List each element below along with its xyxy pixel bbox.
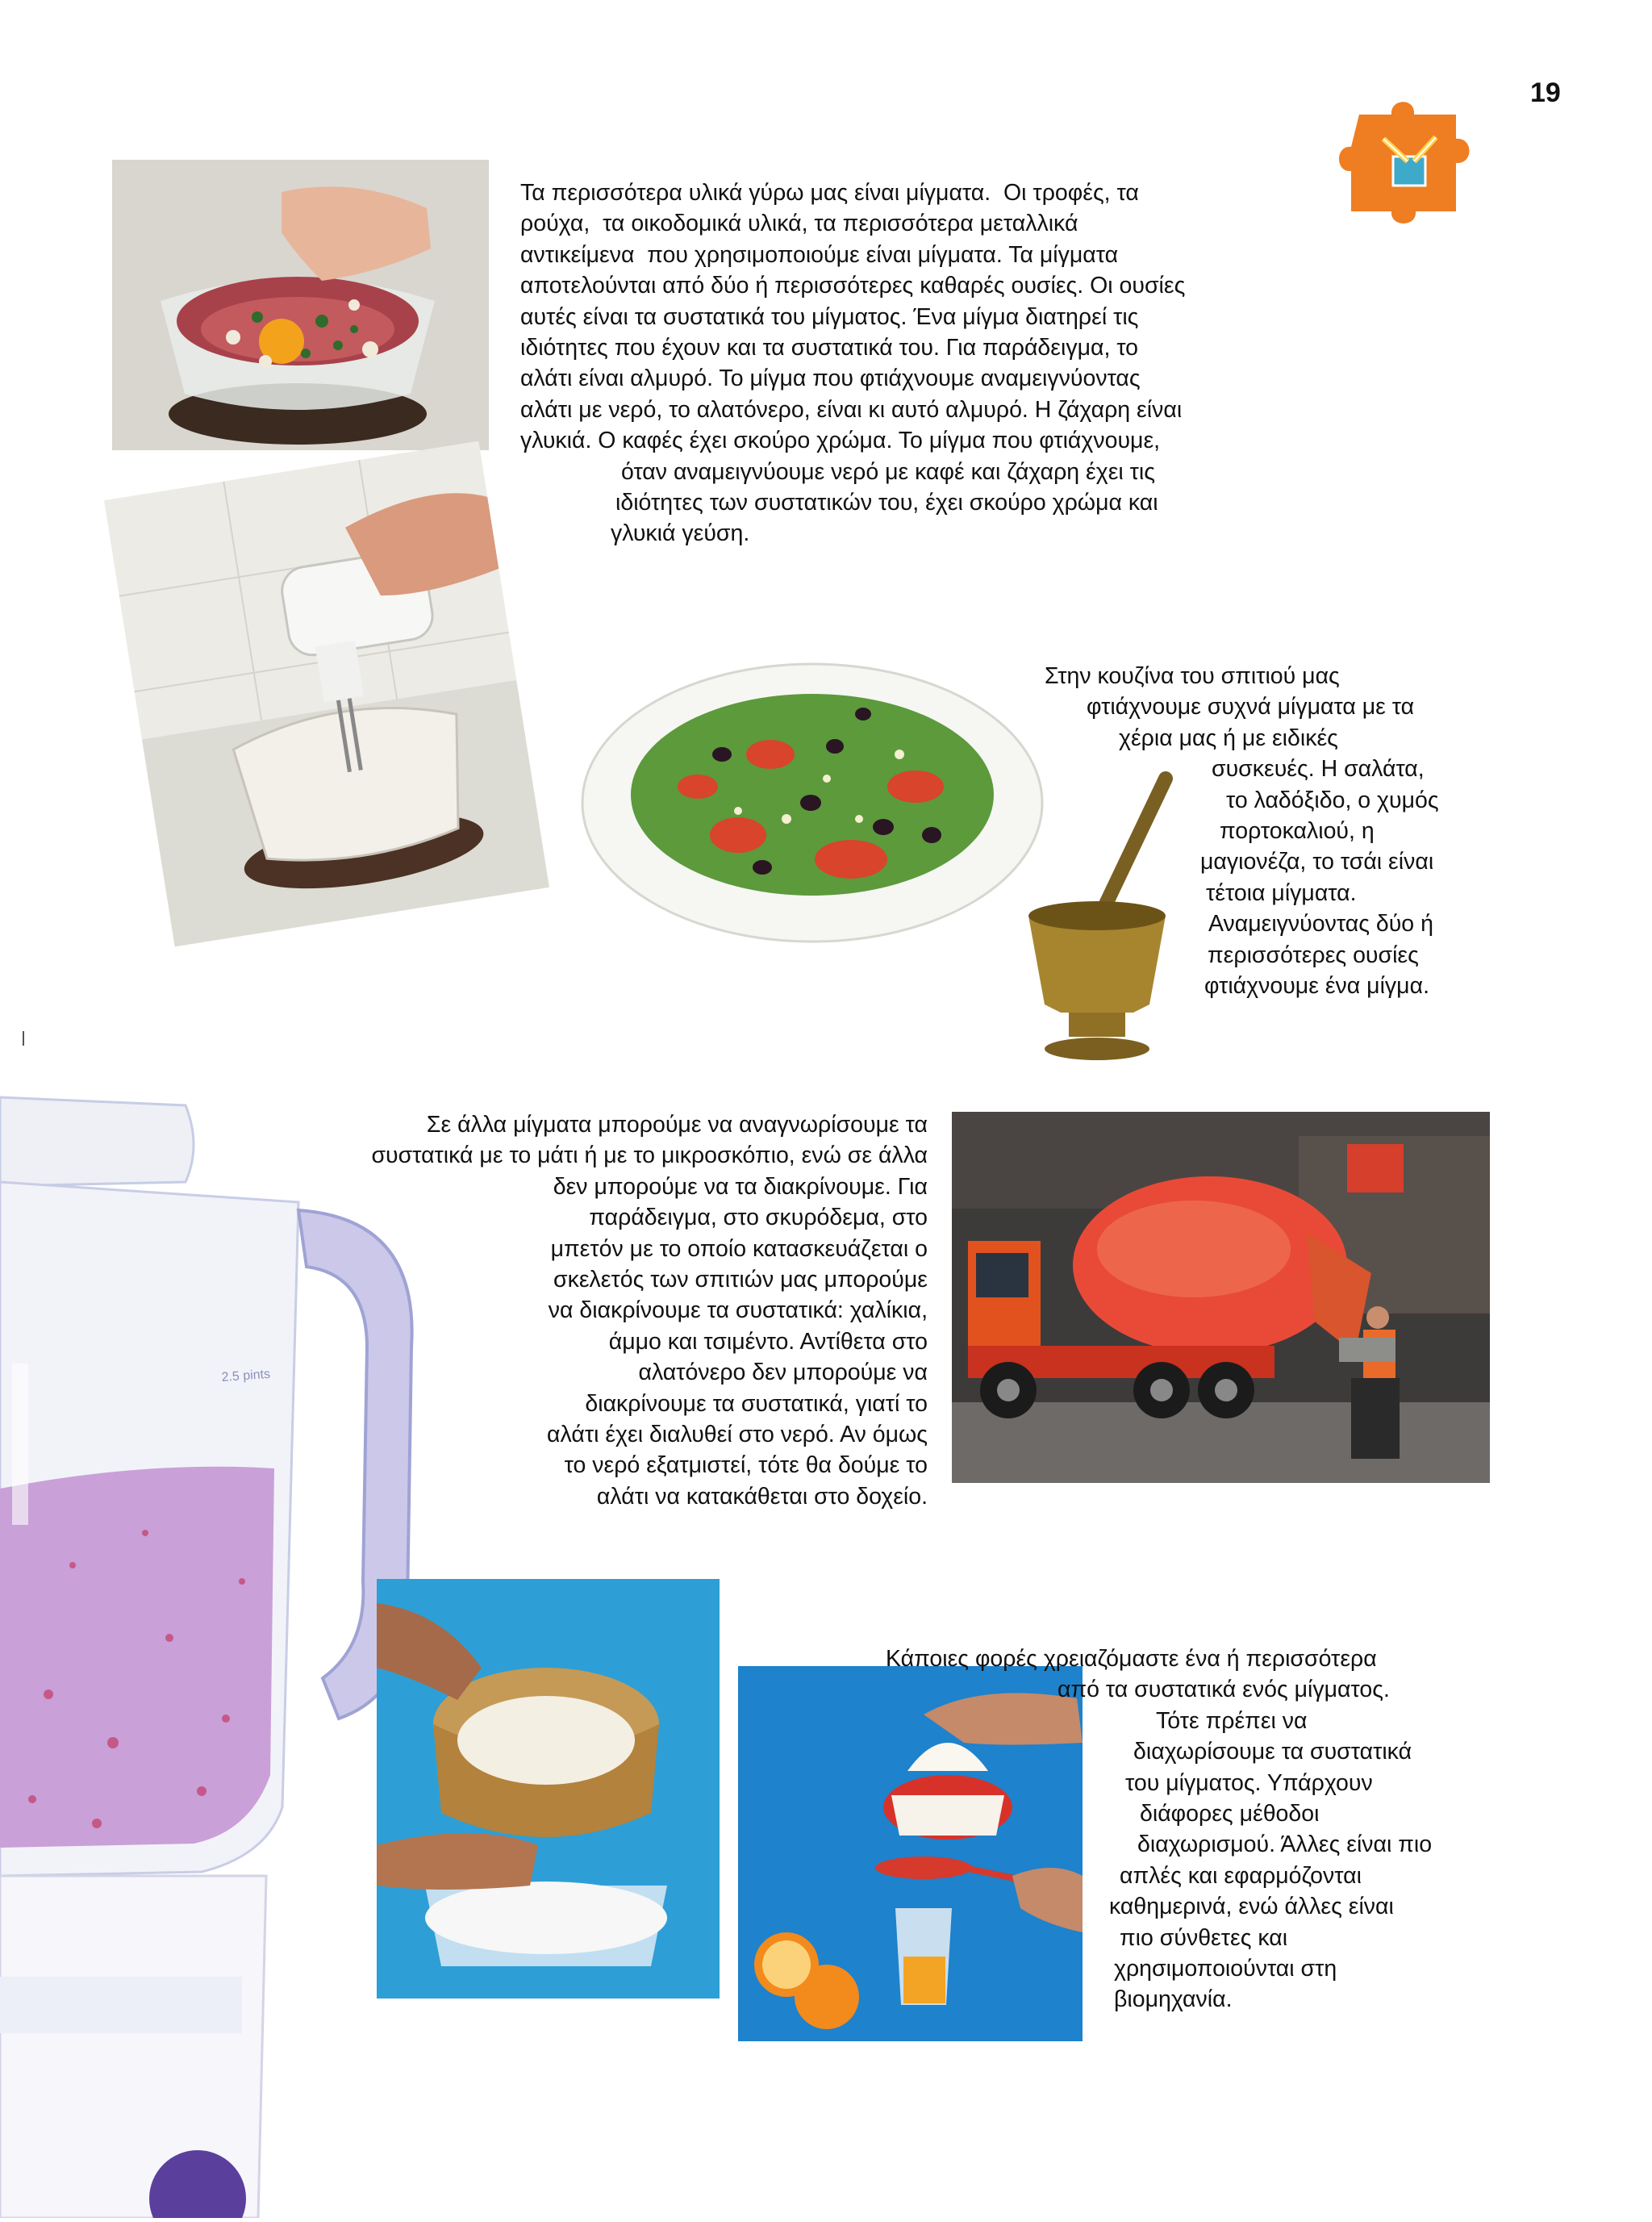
text-line: αλάτι έχει διαλυθεί στο νερό. Αν όμως	[547, 1422, 928, 1448]
text-line: Τότε πρέπει να	[1156, 1707, 1308, 1734]
text-line: δεν μπορούμε να τα διακρίνουμε. Για	[553, 1173, 928, 1200]
text-line: γλυκιά. Ο καφές έχει σκούρο χρώμα. Το μίγμα που φτιάχνουμε,	[520, 428, 1161, 454]
text-line: ιδιότητες των συστατικών του, έχει σκούρο χρώμα και	[615, 490, 1158, 516]
cement-truck-photo	[952, 1112, 1490, 1483]
text-line: συστατικά με το μάτι ή με το μικροσκόπιο, ενώ σε άλλα	[371, 1142, 928, 1169]
page-number: 19	[1530, 77, 1561, 108]
text-line: πορτοκαλιού, η	[1220, 818, 1375, 845]
text-line: από τα συστατικά ενός μίγματος.	[1058, 1677, 1390, 1703]
text-line: φτιάχνουμε συχνά μίγματα με τα	[1087, 694, 1415, 720]
text-line: άμμο και τσιμέντο. Αντίθετα στο	[608, 1328, 928, 1355]
text-line: Στην κουζίνα του σπιτιού μας	[1045, 663, 1340, 689]
text-line: αλάτι να κατακάθεται στο δοχείο.	[596, 1483, 928, 1510]
text-line: Σε άλλα μίγματα μπορούμε να αναγνωρίσουμε τα	[426, 1112, 928, 1138]
text-line: αλάτι είναι αλμυρό. Το μίγμα που φτιάχνουμε αναμειγνύοντας	[520, 365, 1141, 392]
text-line: διακρίνουμε τα συστατικά, γιατί το	[585, 1390, 928, 1417]
text-line: διαχωρισμού. Άλλες είναι πιο	[1137, 1831, 1433, 1858]
text-line: πιο σύνθετες και	[1120, 1924, 1288, 1951]
text-line: τέτοια μίγματα.	[1206, 879, 1357, 906]
text-line: χέρια μας ή με ειδικές	[1119, 725, 1338, 751]
blender-scale-text: 2.5 pints	[221, 1367, 271, 1385]
text-line: απλές και εφαρμόζονται	[1120, 1862, 1362, 1889]
text-line: ιδιότητες που έχουν και τα συστατικά του. Για παράδειγμα, το	[520, 335, 1139, 361]
mixing-bowl-photo	[112, 160, 489, 450]
text-line: αλάτι με νερό, το αλατόνερο, είναι κι αυτό αλμυρό. Η ζάχαρη είναι	[520, 396, 1183, 423]
text-line: να διακρίνουμε τα συστατικά: χαλίκια,	[548, 1297, 928, 1324]
text-line: του μίγματος. Υπάρχουν	[1125, 1769, 1373, 1796]
text-line: μαγιονέζα, το τσάι είναι	[1200, 849, 1434, 875]
puzzle-icon	[1335, 90, 1488, 228]
text-line: παράδειγμα, στο σκυρόδεμα, στο	[589, 1205, 928, 1231]
text-line: αντικείμενα που χρησιμοποιούμε είναι μίγματα. Τα μίγματα	[520, 241, 1119, 268]
text-line: αλατόνερο δεν μπορούμε να	[638, 1360, 928, 1386]
text-line: αποτελούνται από δύο ή περισσότερες καθαρές ουσίες. Οι ουσίες	[520, 273, 1186, 299]
hand-mixer-photo	[104, 441, 549, 947]
text-line: διαχωρίσουμε τα συστατικά	[1133, 1739, 1412, 1765]
text-line: Αναμειγνύοντας δύο ή	[1208, 911, 1433, 938]
text-line: χρησιμοποιούνται στη	[1114, 1956, 1337, 1982]
text-line: φτιάχνουμε ένα μίγμα.	[1204, 973, 1430, 1000]
recognize-paragraph	[266, 1109, 928, 1512]
text-line: βιομηχανία.	[1114, 1986, 1233, 2013]
margin-mark	[23, 1031, 24, 1046]
text-line: γλυκιά γεύση.	[611, 520, 750, 547]
text-line: μπετόν με το οποίο κατασκευάζεται ο	[550, 1235, 928, 1262]
separation-paragraph	[886, 1644, 1499, 2015]
text-line: σκελετός των σπιτιών μας μπορούμε	[553, 1267, 928, 1293]
intro-paragraph	[520, 178, 1327, 549]
text-line: το νερό εξατμιστεί, τότε θα δούμε το	[564, 1452, 928, 1479]
sieve-photo	[377, 1579, 720, 1999]
text-line: περισσότερες ουσίες	[1208, 942, 1419, 968]
text-line: διάφορες μέθοδοι	[1140, 1801, 1320, 1827]
kitchen-paragraph	[1045, 661, 1496, 1001]
text-line: Κάποιες φορές χρειαζόμαστε ένα ή περισσότερα	[886, 1646, 1377, 1672]
text-line: αυτές είναι τα συστατικά του μίγματος. Ένα μίγμα διατηρεί τις	[520, 303, 1139, 330]
text-line: ρούχα, τα οικοδομικά υλικά, τα περισσότερα μεταλλικά	[520, 211, 1078, 237]
text-line: συσκευές. Η σαλάτα,	[1212, 756, 1425, 783]
text-line: το λαδόξιδο, ο χυμός	[1226, 787, 1439, 813]
text-line: Τα περισσότερα υλικά γύρω μας είναι μίγματα. Οι τροφές, τα	[520, 180, 1139, 206]
text-line: όταν αναμειγνύουμε νερό με καφέ και ζάχαρη έχει τις	[621, 458, 1155, 485]
salad-photo	[577, 658, 1049, 948]
text-line: καθημερινά, ενώ άλλες είναι	[1109, 1894, 1394, 1920]
